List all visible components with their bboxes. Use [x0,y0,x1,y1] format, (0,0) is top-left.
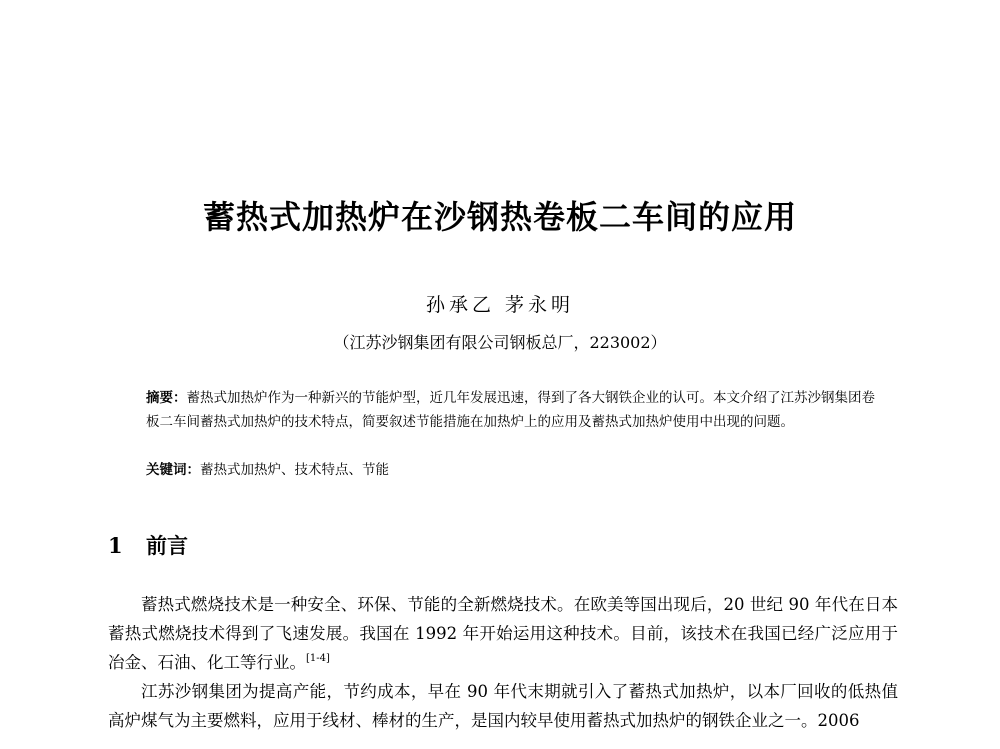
abstract-text: 蓄热式加热炉作为一种新兴的节能炉型，近几年发展迅速，得到了各大钢铁企业的认可。本文介绍了江苏沙钢集团卷板二车间蓄热式加热炉的技术特点，简要叙述节能措施在加热炉上的应用及蓄热式加热炉使用中出现的问题。 [146,390,875,430]
abstract [146,386,876,434]
paper-title: 蓄热式加热炉在沙钢热卷板二车间的应用 [202,198,797,236]
keywords [146,458,876,482]
paragraph-text: 蓄热式燃烧技术是一种安全、环保、节能的全新燃烧技术。在欧美等国出现后，20 世纪 90 年代在日本蓄热式燃烧技术得到了飞速发展。我国在 1992 年开始运用这种技术。目前，该技术在我国已经广泛应用于冶金、石油、化工等行业。 [108,595,898,672]
section-heading [108,530,188,560]
paragraph [108,590,898,677]
keywords-text: 蓄热式加热炉、技术特点、节能 [200,462,389,478]
affiliation: （江苏沙钢集团有限公司钢板总厂，223002） [333,333,667,352]
keywords-label: 关键词： [146,462,200,478]
abstract-label: 摘要： [146,390,187,406]
paragraph [108,677,898,735]
paragraph-text: 江苏沙钢集团为提高产能，节约成本，早在 90 年代末期就引入了蓄热式加热炉，以本厂回收的低热值高炉煤气为主要燃料，应用于线材、棒材的生产，是国内较早使用蓄热式加热炉的钢铁企业之一。2006 [108,682,898,730]
section-title: 前言 [146,534,188,558]
section-number: 1 [108,533,123,558]
body-text [108,590,898,735]
citation[interactable]: [1-4] [306,653,330,664]
authors: 孙承乙 茅永明 [425,294,575,316]
